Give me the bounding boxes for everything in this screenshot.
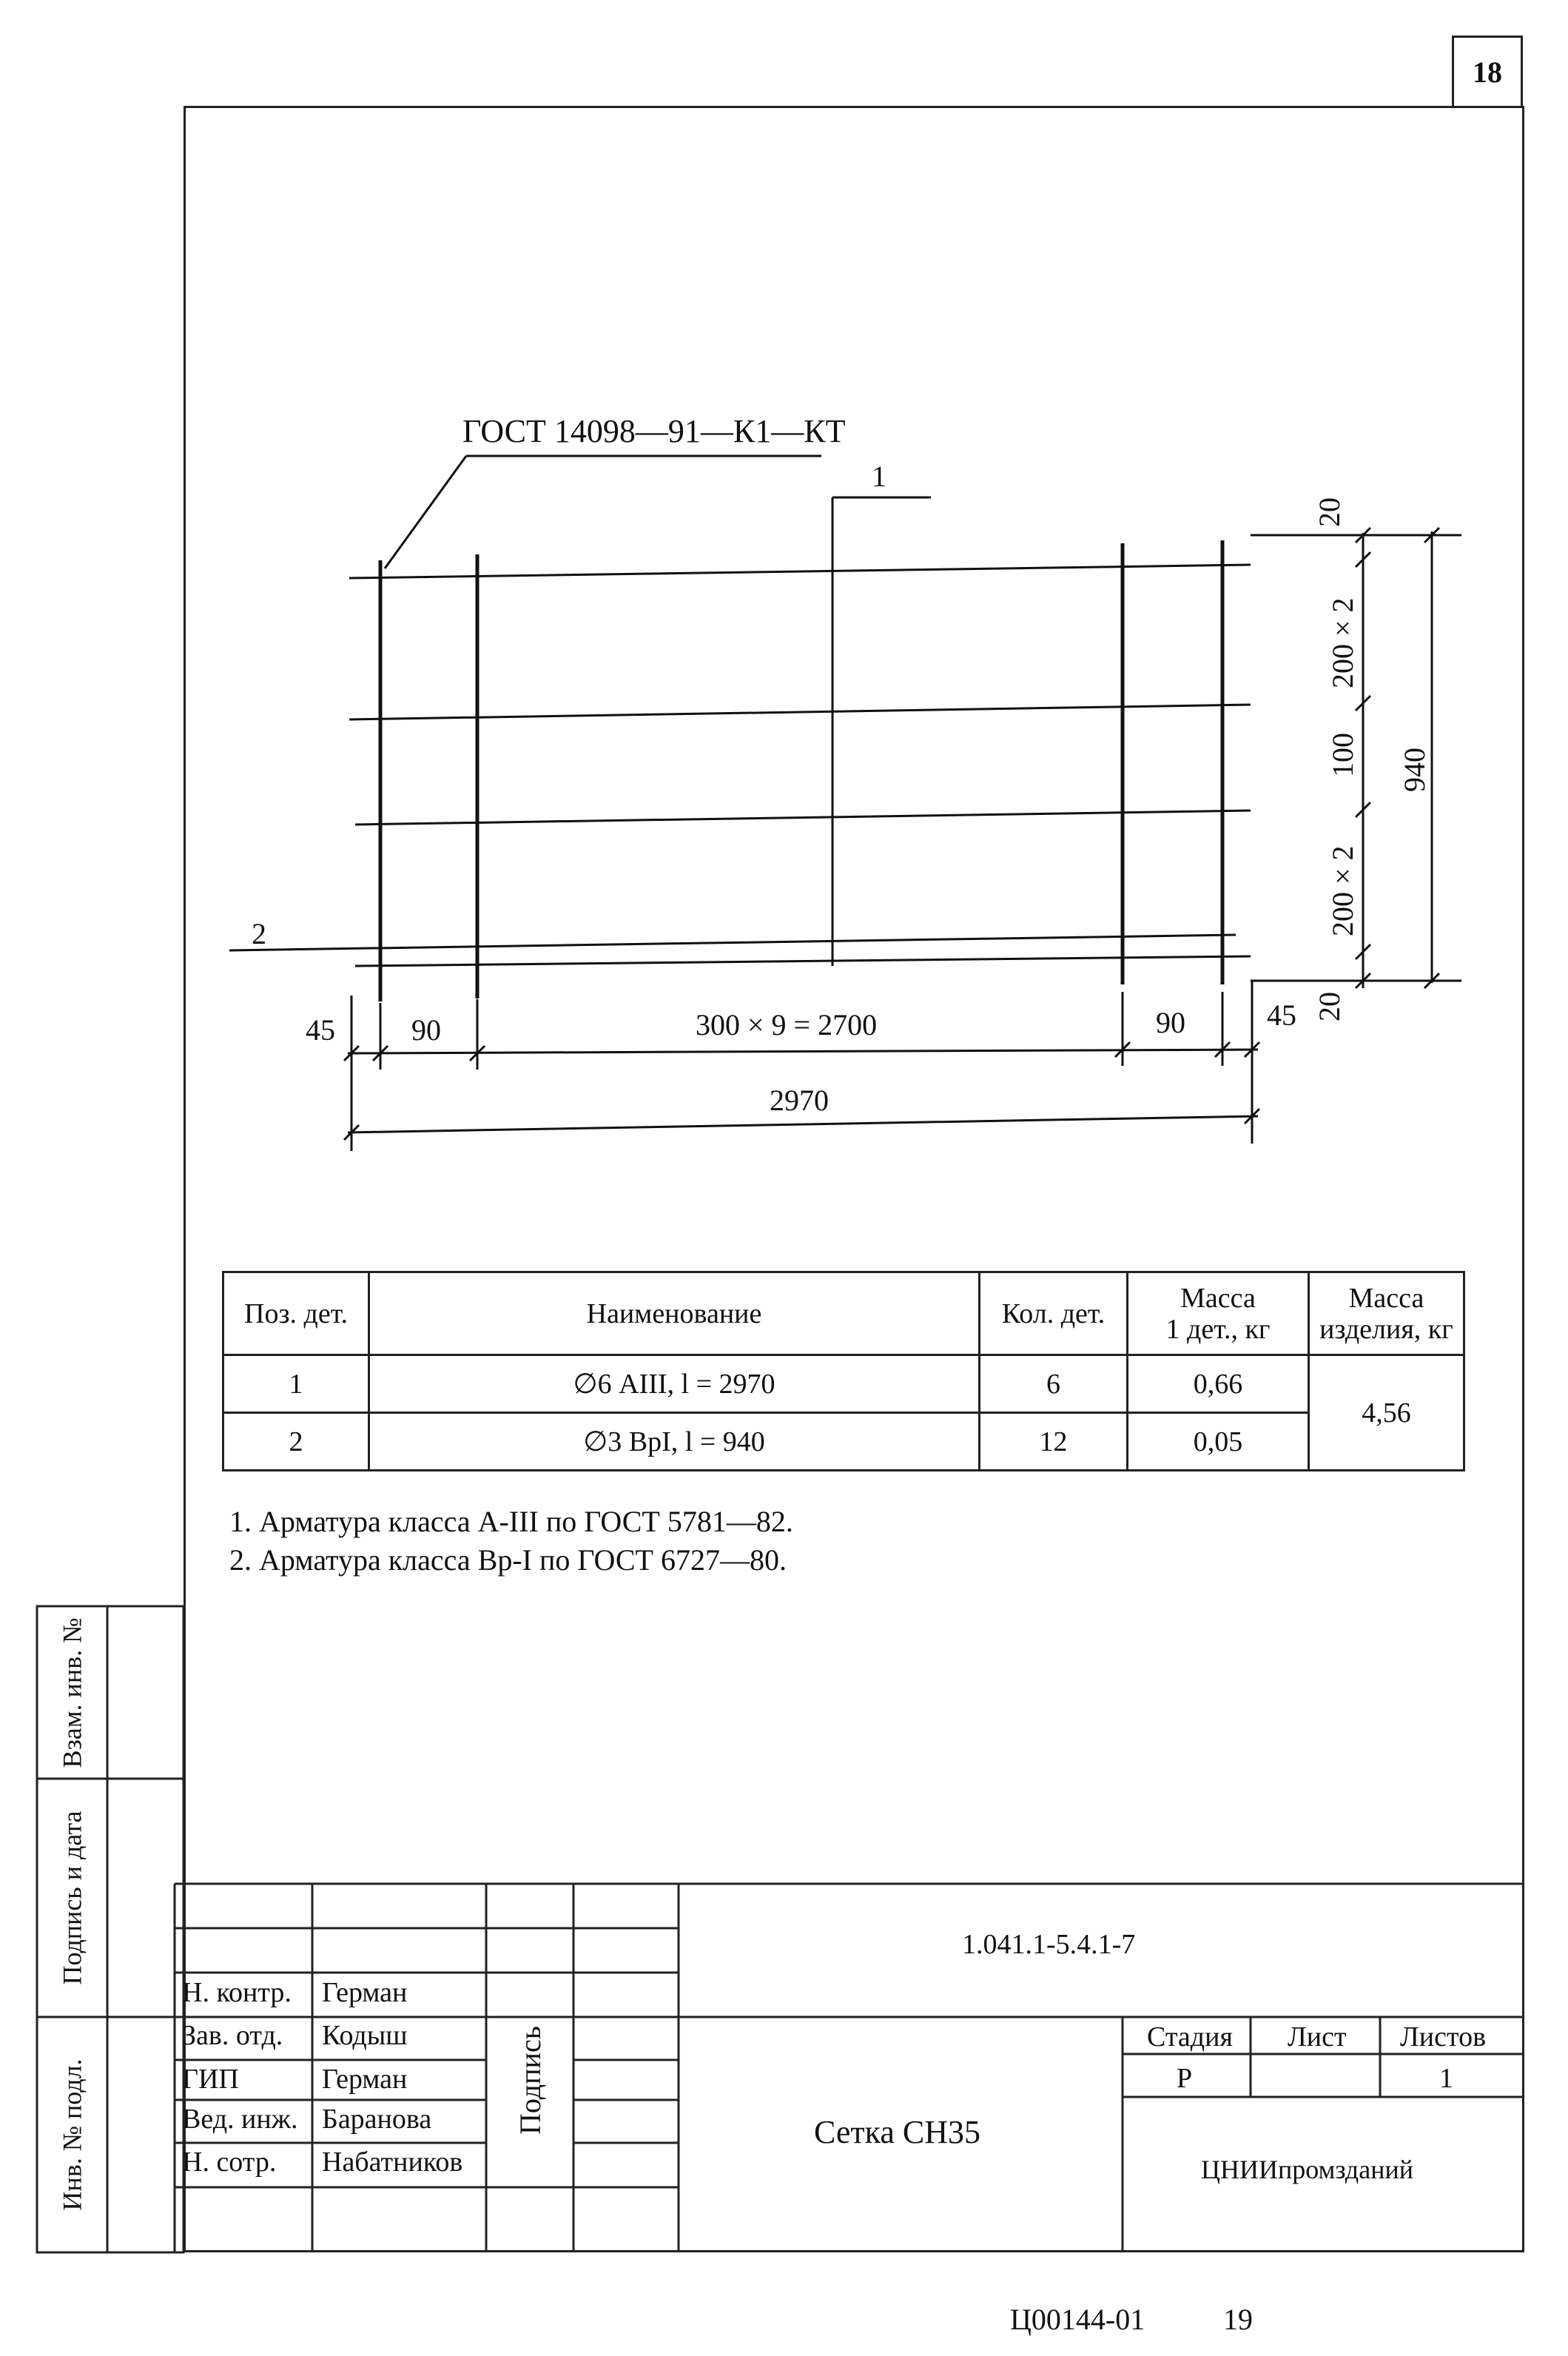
role-4: Вед. инж. [182,2104,298,2135]
name-1: Герман [322,1977,408,2008]
name-5: Набатников [322,2147,463,2178]
role-5: Н. сотр. [182,2147,277,2178]
header-mass-total: Масса изделия, кг [1309,1272,1464,1355]
dim-90-left: 90 [411,1013,441,1047]
header-qty: Кол. дет. [980,1272,1128,1355]
drawing-title: Сетка СН35 [814,2114,981,2150]
side-stamp-vzam: Взам. инв. № [57,1617,87,1768]
page-number: 19 [1223,2303,1253,2336]
role-1: Н. контр. [182,1977,292,2008]
sheet-header: Лист [1288,2021,1347,2053]
sheet-number: 18 [1452,36,1523,108]
vdim-940: 940 [1398,748,1431,792]
header-mass-one: Масса 1 дет., кг [1128,1272,1309,1355]
stage-header: Стадия [1147,2021,1233,2053]
signature-column-header: Подпись [513,2025,547,2135]
sheets-header: Листов [1400,2021,1487,2053]
role-2: Зав. отд. [182,2020,283,2051]
total-mass: 4,56 [1309,1355,1464,1471]
side-stamp-signature-date: Подпись и дата [57,1810,87,1985]
dim-90-right: 90 [1156,1006,1185,1039]
dim-45-right: 45 [1267,999,1296,1032]
vdim-20-bottom: 20 [1313,992,1346,1021]
stage-value: Р [1177,2063,1193,2094]
note-1: 1. Арматура класса А-III по ГОСТ 5781—82. [229,1505,793,1538]
role-3: ГИП [182,2064,239,2095]
document-code: 1.041.1-5.4.1-7 [962,1929,1136,1960]
vdim-200x2-bottom: 200 × 2 [1326,845,1359,936]
table-row: 2 ∅3 ВрI, l = 940 12 0,05 [223,1413,1464,1471]
dim-middle: 300 × 9 = 2700 [696,1008,878,1041]
dim-total: 2970 [770,1084,829,1117]
side-stamp-inventory: Инв. № подл. [57,2058,87,2211]
organization: ЦНИИпромзданий [1201,2155,1414,2184]
table-row: 1 ∅6 АIII, l = 2970 6 0,66 4,56 [223,1355,1464,1413]
header-pos: Поз. дет. [223,1272,369,1355]
vdim-20-top: 20 [1313,497,1346,527]
sheets-value: 1 [1439,2063,1453,2094]
pos1-label: 1 [872,460,886,493]
name-3: Герман [322,2064,408,2095]
pos2-label: 2 [252,917,266,950]
name-2: Кодыш [322,2020,408,2051]
header-name: Наименование [369,1272,980,1355]
vdim-200x2-top: 200 × 2 [1326,597,1359,688]
vdim-100: 100 [1326,733,1359,777]
dim-45-left: 45 [306,1013,335,1047]
note-2: 2. Арматура класса Вр-I по ГОСТ 6727—80. [229,1543,787,1577]
name-4: Баранова [322,2104,432,2135]
album-code: Ц00144-01 [1010,2303,1145,2336]
weld-label: ГОСТ 14098—91—К1—КТ [462,413,846,449]
